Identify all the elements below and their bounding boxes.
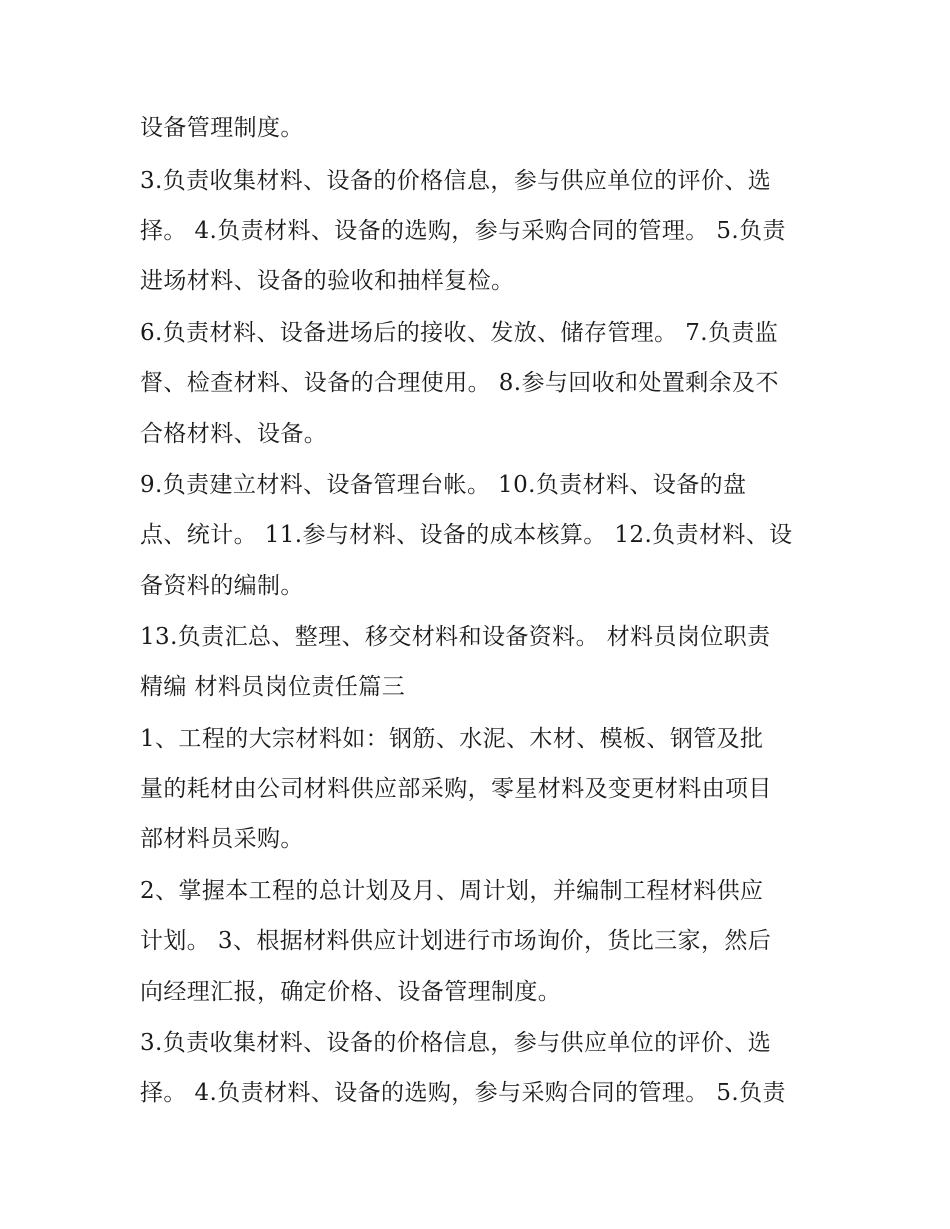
text-line: 1、工程的大宗材料如：钢筋、水泥、木材、模板、钢管及批	[140, 726, 764, 752]
text-line: 向经理汇报，确定价格、设备管理制度。	[140, 979, 562, 1005]
text-line: 择。 4.负责材料、设备的选购，参与采购合同的管理。 5.负责	[140, 1080, 786, 1106]
text-line: 计划。 3、根据材料供应计划进行市场询价，货比三家，然后	[140, 928, 772, 954]
text-line: 精编 材料员岗位责任篇三	[140, 674, 406, 700]
text-line: 进场材料、设备的验收和抽样复检。	[140, 268, 515, 294]
text-line: 部材料员采购。	[140, 826, 304, 852]
text-line: 督、检查材料、设备的合理使用。 8.参与回收和处置剩余及不	[140, 370, 779, 396]
text-line: 3.负责收集材料、设备的价格信息，参与供应单位的评价、选	[140, 1030, 772, 1056]
text-line: 3.负责收集材料、设备的价格信息，参与供应单位的评价、选	[140, 168, 772, 194]
text-line: 合格材料、设备。	[140, 421, 328, 447]
text-line: 2、掌握本工程的总计划及月、周计划，并编制工程材料供应	[140, 878, 764, 904]
text-line: 6.负责材料、设备进场后的接收、发放、储存管理。 7.负责监	[140, 320, 779, 346]
text-line: 量的耗材由公司材料供应部采购，零星材料及变更材料由项目	[140, 776, 772, 802]
text-line: 9.负责建立材料、设备管理台帐。 10.负责材料、设备的盘	[140, 472, 747, 498]
text-line: 点、统计。 11.参与材料、设备的成本核算。 12.负责材料、设	[140, 522, 793, 548]
text-line: 设备管理制度。	[140, 115, 304, 141]
text-line: 择。 4.负责材料、设备的选购，参与采购合同的管理。 5.负责	[140, 218, 786, 244]
text-line: 13.负责汇总、整理、移交材料和设备资料。 材料员岗位职责	[140, 624, 771, 650]
text-line: 备资料的编制。	[140, 573, 304, 599]
